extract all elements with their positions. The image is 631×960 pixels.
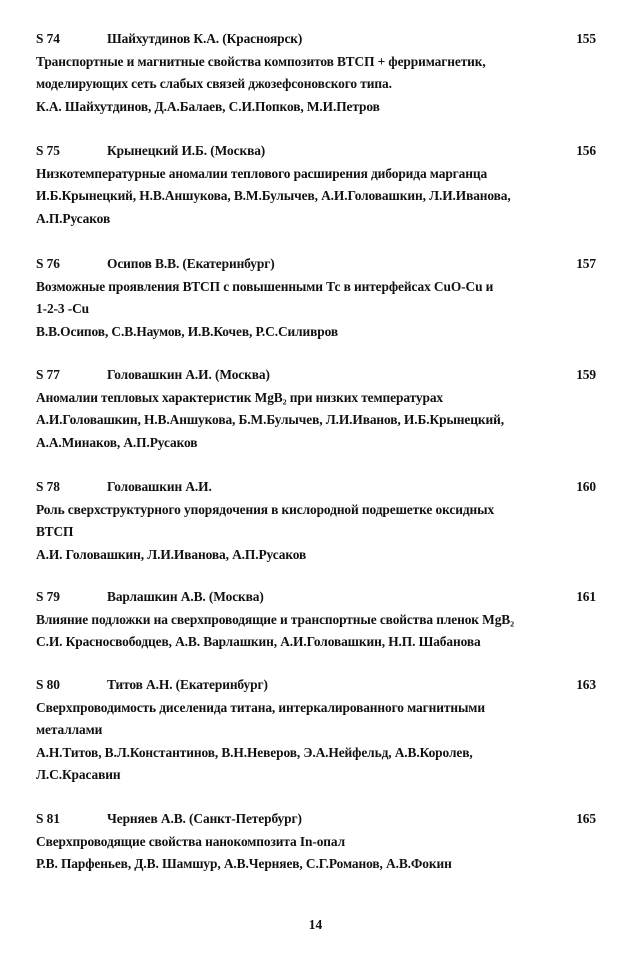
presenter-name: Головашкин А.И. (Москва) <box>107 367 270 382</box>
page-number: 14 <box>308 917 323 932</box>
author-list: С.И. Красноcвободцев, А.В. Варлашкин, А.И.Головашкин, Н.П. Шабанова <box>36 634 481 649</box>
abstract-entry <box>36 253 596 343</box>
abstract-title: Аномалии тепловых характеристик MgB₂ при низких температурах <box>36 389 444 405</box>
page-reference: 160 <box>576 479 596 494</box>
abstract-entry <box>36 364 596 454</box>
author-list: А.И. Головашкин, Л.И.Иванова, А.П.Русаков <box>36 546 307 562</box>
author-list: В.В.Осипов, С.В.Наумов, И.В.Кочев, Р.С.Силивров <box>36 323 339 339</box>
entry-header <box>36 808 596 831</box>
presenter-name: Титов А.Н. (Екатеринбург) <box>107 677 268 692</box>
abstract-title: Влияние подложки на сверхпроводящие и транспортные свойства пленок MgB₂ <box>36 611 515 627</box>
abstract-code: S 79 <box>36 589 60 604</box>
entry-header <box>36 586 596 609</box>
abstract-code: S 80 <box>36 677 60 692</box>
abstract-title: Транспортные и магнитные свойства композитов ВТСП + ферримагнетик, моделирующих сеть слабых связей джозефсоновского типа. <box>36 53 486 91</box>
abstract-title: Возможные проявления ВТСП с повышенными Тс в интерфейсах CuO-Cu и 1-2-3 -Cu <box>36 278 494 316</box>
page-reference: 155 <box>576 31 596 46</box>
abstract-code: S 75 <box>36 143 60 158</box>
author-list: К.А. Шайхутдинов, Д.А.Балаев, С.И.Попков, М.И.Петров <box>36 98 380 114</box>
abstract-entry <box>36 674 596 787</box>
page-reference: 156 <box>576 143 596 158</box>
presenter-name: Крынецкий И.Б. (Москва) <box>107 143 266 158</box>
presenter-name: Варлашкин А.В. (Москва) <box>107 589 264 604</box>
abstract-entry <box>36 476 596 566</box>
page-reference: 163 <box>576 677 596 692</box>
presenter-name: Шайхутдинов К.А. (Красноярск) <box>107 31 303 46</box>
abstract-title: Низкотемпературные аномалии теплового расширения диборида марганца <box>36 165 488 181</box>
entry-header <box>36 28 596 51</box>
abstract-entry <box>36 808 596 876</box>
page-reference: 161 <box>576 589 596 604</box>
page-reference: 165 <box>576 811 596 826</box>
abstract-title: Сверхпроводящие свойства нанокомпозита In-опал <box>36 833 346 849</box>
abstract-code: S 76 <box>36 256 60 271</box>
author-list: А.И.Головашкин, Н.В.Аншукова, Б.М.Булычев, Л.И.Иванов, И.Б.Крынецкий, А.А.Минаков, А.П.Русаков <box>36 412 504 450</box>
page-reference: 157 <box>576 256 596 271</box>
abstract-entry <box>36 586 596 654</box>
abstract-title: Роль сверхструктурного упорядочения в кислородной подрешетке оксидных ВТСП <box>36 501 495 539</box>
abstract-code: S 74 <box>36 31 60 46</box>
author-list: Р.В. Парфеньев, Д.В. Шамшур, А.В.Черняев, С.Г.Романов, А.В.Фокин <box>36 856 452 871</box>
presenter-name: Черняев А.В. (Санкт-Петербург) <box>107 811 302 826</box>
author-list: А.Н.Титов, В.Л.Константинов, В.Н.Неверов, Э.А.Нейфельд, А.В.Королев, Л.С.Красавин <box>36 744 473 782</box>
presenter-name: Осипов В.В. (Екатеринбург) <box>107 256 275 271</box>
page-reference: 159 <box>576 367 596 382</box>
abstract-code: S 78 <box>36 479 60 494</box>
abstract-code: S 77 <box>36 367 60 382</box>
entry-header <box>36 364 596 387</box>
author-list: И.Б.Крынецкий, Н.В.Аншукова, В.М.Булычев, А.И.Головашкин, Л.И.Иванова, А.П.Русаков <box>36 188 511 226</box>
presenter-name: Головашкин А.И. <box>107 479 212 494</box>
entry-header <box>36 674 596 697</box>
entry-header <box>36 253 596 276</box>
entry-header <box>36 476 596 499</box>
abstract-title: Сверхпроводимость диселенида титана, интеркалированного магнитными металлами <box>36 699 485 737</box>
entry-header <box>36 140 596 163</box>
abstract-entry <box>36 140 596 230</box>
abstract-code: S 81 <box>36 811 60 826</box>
abstract-entry <box>36 28 596 118</box>
